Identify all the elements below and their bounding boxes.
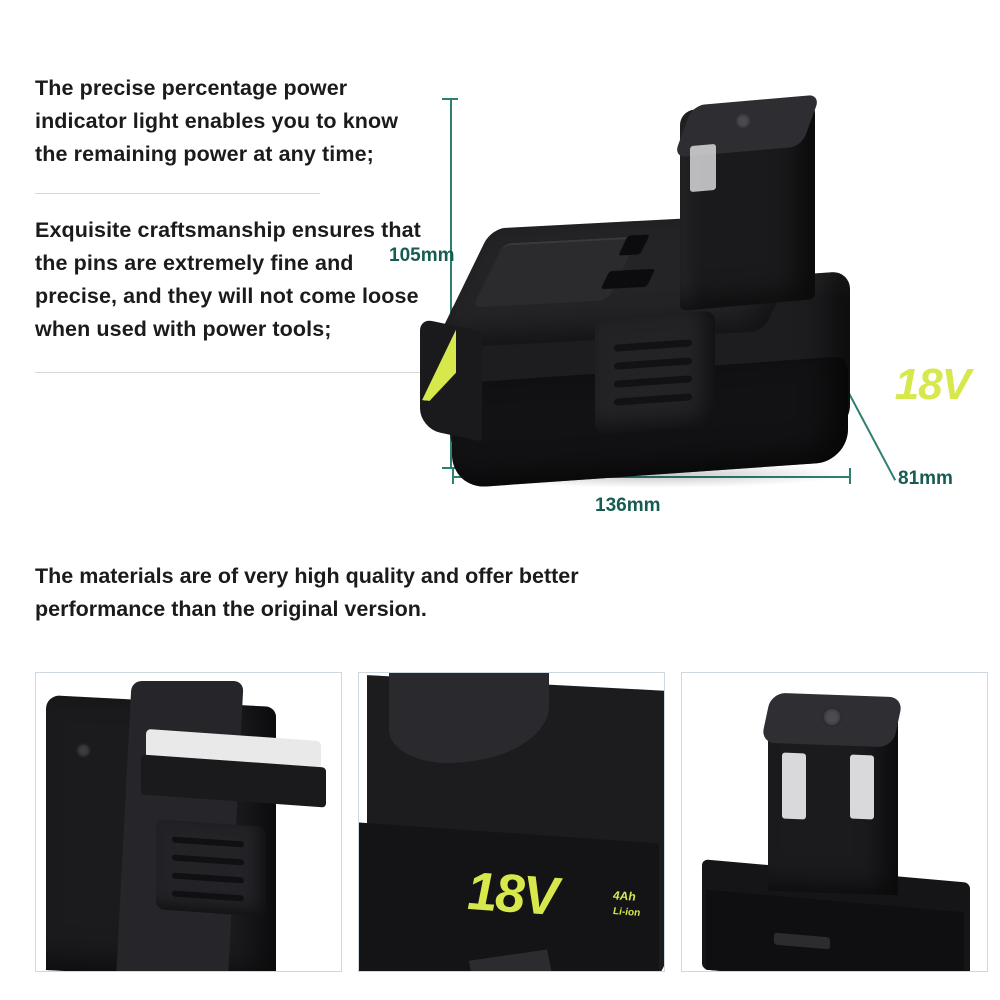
battery-side-grip bbox=[420, 318, 482, 441]
feature-text-column bbox=[35, 72, 435, 395]
feature-paragraph-3: The materials are of very high quality and offer better performance than the original version. bbox=[35, 564, 579, 621]
thumbnail-voltage-label-closeup[interactable] bbox=[358, 672, 665, 972]
closeup2-voltage-value: 18V bbox=[467, 860, 558, 928]
feature-paragraph-1: The precise percentage power indicator light enables you to know the remaining power at any time; bbox=[35, 76, 399, 166]
feature-paragraph-2: Exquisite craftsmanship ensures that the pins are extremely fine and precise, and they will not come loose when used with power tools; bbox=[35, 218, 421, 341]
height-dimension-label: 105mm bbox=[389, 245, 455, 266]
battery-latch-block bbox=[595, 311, 715, 434]
depth-dimension-line bbox=[845, 387, 896, 480]
closeup2-voltage-text bbox=[467, 860, 557, 928]
closeup3-contact-slot-right bbox=[850, 755, 874, 820]
depth-dimension-label: 81mm bbox=[898, 468, 953, 489]
width-dimension-label: 136mm bbox=[595, 495, 661, 516]
closeup3-screw-icon bbox=[822, 707, 842, 727]
terminal-screw-icon bbox=[735, 113, 751, 129]
height-tick-top bbox=[442, 98, 458, 100]
closeup2-capacity-text: 4Ah bbox=[613, 888, 636, 904]
battery-voltage-label: 18V bbox=[894, 360, 970, 409]
thumbnail-terminal-tower-closeup[interactable] bbox=[681, 672, 988, 972]
hero-battery-illustration bbox=[390, 70, 970, 540]
closeup2-chemistry-text: Li-ion bbox=[613, 906, 641, 919]
closeup3-contact-slot-left bbox=[782, 753, 806, 820]
thumbnail-row bbox=[35, 672, 988, 972]
closeup1-ribbed-pad bbox=[156, 819, 266, 917]
closeup1-screw-icon bbox=[76, 743, 91, 758]
width-tick-left bbox=[452, 468, 454, 484]
terminal-contact-slot bbox=[690, 144, 716, 192]
thumbnail-latch-and-rail-closeup[interactable] bbox=[35, 672, 342, 972]
text-divider-1 bbox=[35, 193, 320, 194]
